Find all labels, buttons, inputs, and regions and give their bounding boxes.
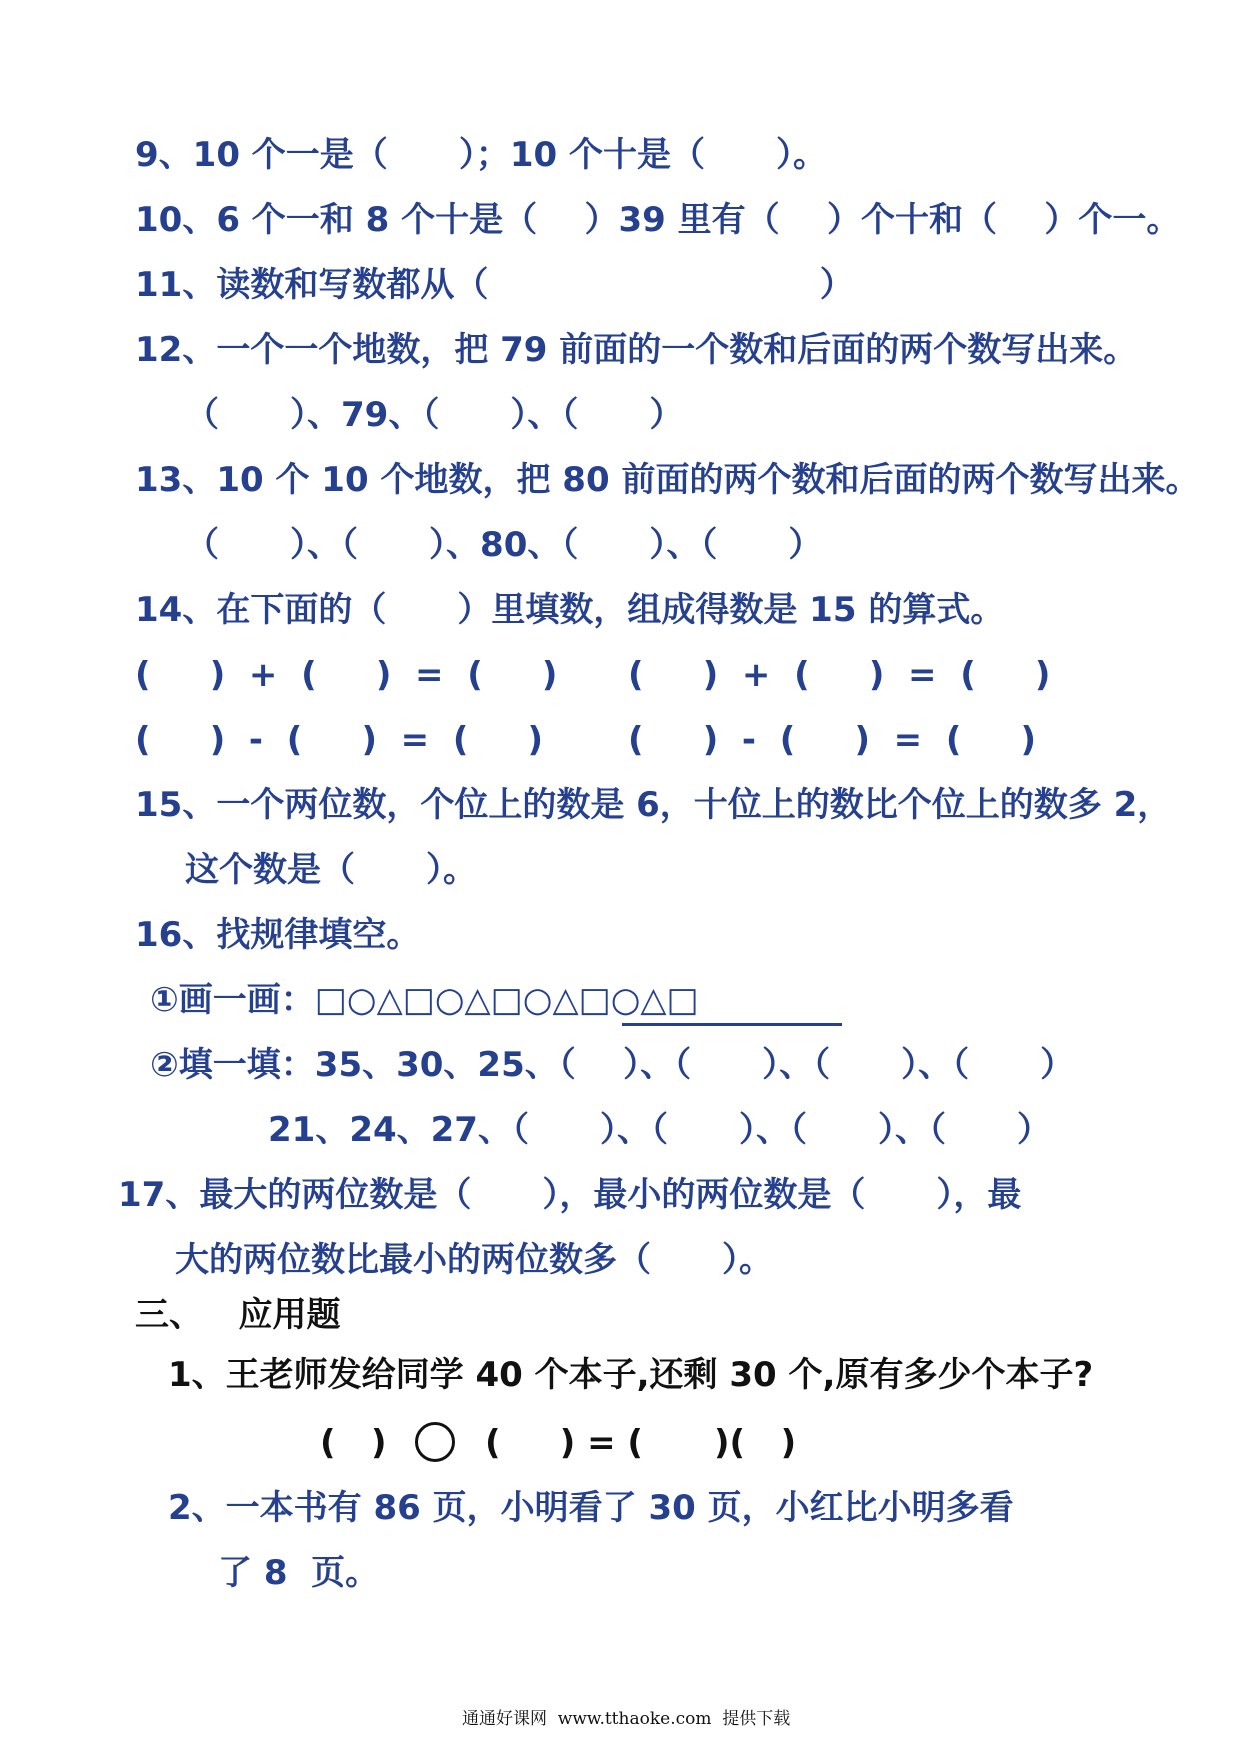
question-14-addition-left: ( ) + ( ) = ( ): [135, 655, 558, 695]
question-14: 14、在下面的（ ）里填数，组成得数是 15 的算式。: [135, 590, 1005, 630]
problem-2-line2: 了 8 页。: [218, 1553, 380, 1593]
section-3-title: 三、 应用题: [135, 1295, 341, 1335]
question-10: 10、6 个一和 8 个十是（ ）39 里有（ ）个十和（ ）个一。: [135, 200, 1181, 240]
question-16: 16、找规律填空。: [135, 915, 421, 955]
question-11: 11、读数和写数都从（ ）: [135, 265, 854, 305]
question-9: 9、10 个一是（ ）；10 个十是（ ）。: [135, 135, 828, 175]
question-12-blanks: （ ）、79、（ ）、（ ）: [185, 395, 684, 435]
question-16-fill2: 21、24、27、（ ）、（ ）、（ ）、（ ）: [268, 1110, 1052, 1150]
footer-credit: 通通好课网 www.tthaoke.com 提供下载: [462, 1709, 791, 1729]
question-13: 13、10 个 10 个地数，把 80 前面的两个数和后面的两个数写出来。: [135, 460, 1200, 500]
problem-1: 1、王老师发给同学 40 个本子,还剩 30 个,原有多少个本子?: [168, 1355, 1094, 1395]
problem-1-blank-left: ( ): [320, 1423, 387, 1463]
question-14-subtraction-left: ( ) - ( ) = ( ): [135, 720, 544, 760]
question-15-line1: 15、一个两位数，个位上的数是 6，十位上的数比个位上的数多 2，: [135, 785, 1172, 825]
question-15-line2: 这个数是（ ）。: [185, 850, 478, 890]
problem-1-blank-right: ( ) = ( )( ): [485, 1423, 797, 1463]
question-17-line2: 大的两位数比最小的两位数多（ ）。: [175, 1240, 774, 1280]
answer-line: [622, 1023, 842, 1026]
question-16-draw: ①画一画：□○△□○△□○△□○△□: [150, 980, 699, 1020]
question-17-line1: 17、最大的两位数是（ ），最小的两位数是（ ），最: [118, 1175, 1022, 1215]
operator-circle: [415, 1422, 455, 1462]
question-13-blanks: （ ）、（ ）、80、（ ）、（ ）: [185, 525, 823, 565]
question-12: 12、一个一个地数，把 79 前面的一个数和后面的两个数写出来。: [135, 330, 1138, 370]
question-14-addition-right: ( ) + ( ) = ( ): [628, 655, 1051, 695]
question-14-subtraction-right: ( ) - ( ) = ( ): [628, 720, 1037, 760]
question-16-fill1: ②填一填：35、30、25、（ ）、（ ）、（ ）、（ ）: [150, 1045, 1075, 1085]
problem-2-line1: 2、一本书有 86 页，小明看了 30 页，小红比小明多看: [168, 1488, 1014, 1528]
